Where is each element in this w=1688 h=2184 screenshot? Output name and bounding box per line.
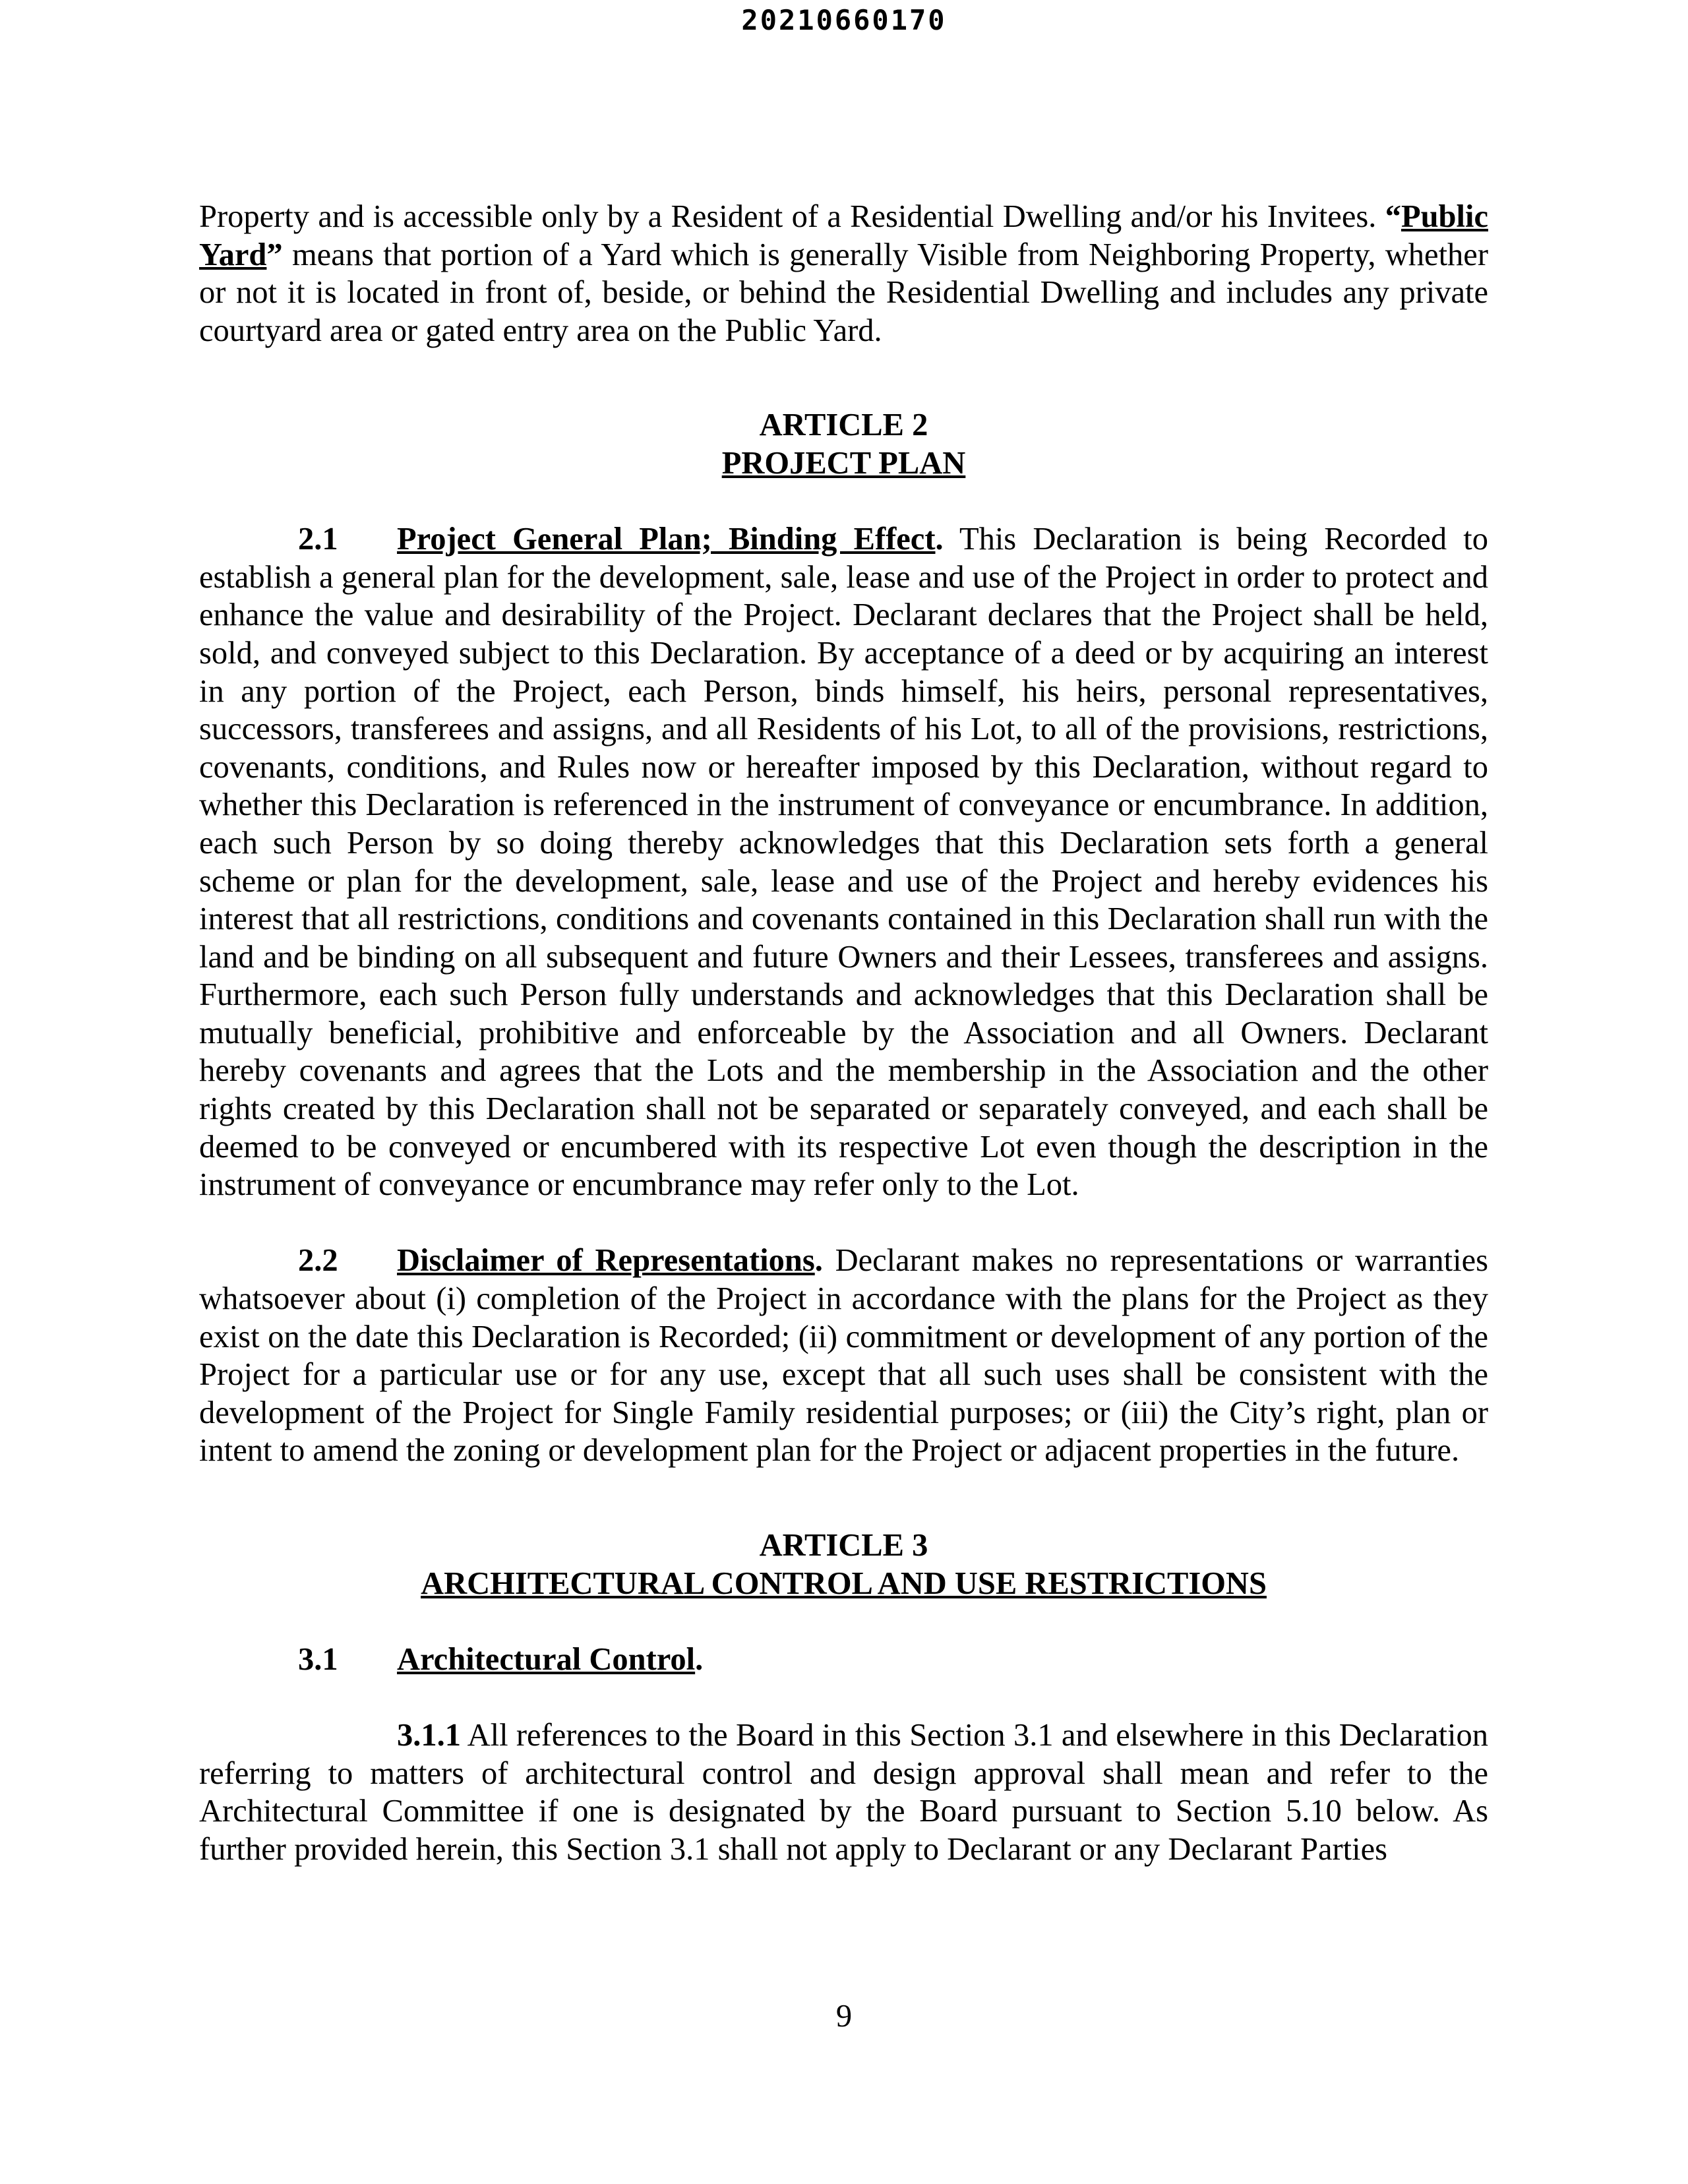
- article-title: ARCHITECTURAL CONTROL AND USE RESTRICTIONS: [421, 1565, 1267, 1601]
- subsection-text: All references to the Board in this Section 3.1 and elsewhere in this Declaration referring to matters of architectural control and design approval shall mean and refer to the Architectural Committee if one is designated by the Board pursuant to Section 5.10 below. As further provided herein, this Section 3.1 shall not apply to Declarant or any Declarant Parties: [199, 1717, 1488, 1867]
- section-2-2: 2.2 Disclaimer of Representations. Declarant makes no representations or warranties whatsoever about (i) completion of the Project in accordance with the plans for the Project as they exist on the date this Declaration is Recorded; (ii) commitment or development of any portion of the Project for a particular use or for any use, except that all such uses shall be consistent with the development of the Project for Single Family residential purposes; or (iii) the City’s right, plan or intent to amend the zoning or development plan for the Project or adjacent properties in the future.: [199, 1243, 1488, 1469]
- subsection-3-1-1: [199, 1716, 1488, 1868]
- section-text: Declarant makes no representations or warranties whatsoever about (i) completion of the Project in accordance with the plans for the Project as they exist on the date this Declaration is Recorded; (ii) commitment or development of any portion of the Project for a particular use or for any use, except that all such uses shall be consistent with the development of the Project for Single Family residential purposes; or (iii) the City’s right, plan or intent to amend the zoning or development plan for the Project or adjacent properties in the future.: [199, 1243, 1488, 1469]
- section-3-1-heading: 3.1 Architectural Control.: [199, 1641, 1488, 1679]
- defined-term-quote-open: “: [1385, 199, 1401, 234]
- article-label: ARTICLE 2: [759, 408, 928, 443]
- article-label: ARTICLE 3: [759, 1528, 928, 1563]
- article-3-heading: [199, 1527, 1488, 1602]
- article-2-heading: [199, 406, 1488, 482]
- document-body: [199, 198, 1488, 1868]
- section-text: This Declaration is being Recorded to establish a general plan for the development, sale, lease and use of the Project in order to protect and enhance the value and desirability of the Project. Declarant declares that the Project shall be held, sold, and conveyed subject to this Declaration. By acceptance of a deed or by acquiring an interest in any portion of the Project, each Person, binds himself, his heirs, personal representatives, successors, transferees and assigns, and all Residents of his Lot, to all of the provisions, restrictions, covenants, conditions, and Rules now or hereafter imposed by this Declaration, without regard to whether this Declaration is referenced in the instrument of conveyance or encumbrance. In addition, each such Person by so doing thereby acknowledges that this Declaration sets forth a general scheme or plan for the development, sale, lease and use of the Project and hereby evidences his interest that all restrictions, conditions and covenants contained in this Declaration shall run with the land and be binding on all subsequent and future Owners and their Lessees, transferees and assigns. Furthermore, each such Person fully understands and acknowledges that this Declaration shall be mutually beneficial, prohibitive and enforceable by the Association and all Owners. Declarant hereby covenants and agrees that the Lots and the membership in the Association and the other rights created by this Declaration shall not be separated or separately conveyed, and each shall be deemed to be conveyed or encumbered with its respective Lot even though the description in the instrument of conveyance or encumbrance may refer only to the Lot.: [199, 522, 1489, 1203]
- section-title: Disclaimer of Representations: [397, 1243, 815, 1279]
- paragraph-text: Property and is accessible only by a Resident of a Residential Dwelling and/or his Invitees.: [199, 199, 1385, 234]
- recording-number: 20210660170: [741, 4, 947, 36]
- section-2-1: 2.1 Project General Plan; Binding Effect. This Declaration is being Recorded to establish a general plan for the development, sale, lease and use of the Project in order to protect and enhance the value and desirability of the Project. Declarant declares that the Project shall be held, sold, and conveyed subject to this Declaration. By acceptance of a deed or by acquiring an interest in any portion of the Project, each Person, binds himself, his heirs, personal representatives, successors, transferees and assigns, and all Residents of his Lot, to all of the provisions, restrictions, covenants, conditions, and Rules now or hereafter imposed by this Declaration, without regard to whether this Declaration is referenced in the instrument of conveyance or encumbrance. In addition, each such Person by so doing thereby acknowledges that this Declaration sets forth a general scheme or plan for the development, sale, lease and use of the Project and hereby evidences his interest that all restrictions, conditions and covenants contained in this Declaration shall run with the land and be binding on all subsequent and future Owners and their Lessees, transferees and assigns. Furthermore, each such Person fully understands and acknowledges that this Declaration shall be mutually beneficial, prohibitive and enforceable by the Association and all Owners. Declarant hereby covenants and agrees that the Lots and the membership in the Association and the other rights created by this Declaration shall not be separated or separately conveyed, and each shall be deemed to be conveyed or encumbered with its respective Lot even though the description in the instrument of conveyance or encumbrance may refer only to the Lot.: [199, 522, 1489, 1203]
- paragraph-text: means that portion of a Yard which is generally Visible from Neighboring Property, whether or not it is located in front of, beside, or behind the Residential Dwelling and includes any private courtyard area or gated entry area on the Public Yard.: [199, 237, 1488, 348]
- section-number: 2.2: [298, 1243, 338, 1279]
- page-number: 9: [835, 1999, 853, 2034]
- section-title: Architectural Control: [397, 1641, 696, 1677]
- defined-term: Public Yard: [199, 199, 1488, 272]
- subsection-number: 3.1.1: [397, 1717, 461, 1753]
- section-number: 2.1: [298, 522, 338, 557]
- article-title: PROJECT PLAN: [721, 445, 966, 481]
- definition-paragraph: [199, 198, 1488, 349]
- section-number: 3.1: [298, 1641, 338, 1677]
- defined-term-quote-close: ”: [266, 237, 283, 272]
- section-title: Project General Plan; Binding Effect: [397, 522, 936, 557]
